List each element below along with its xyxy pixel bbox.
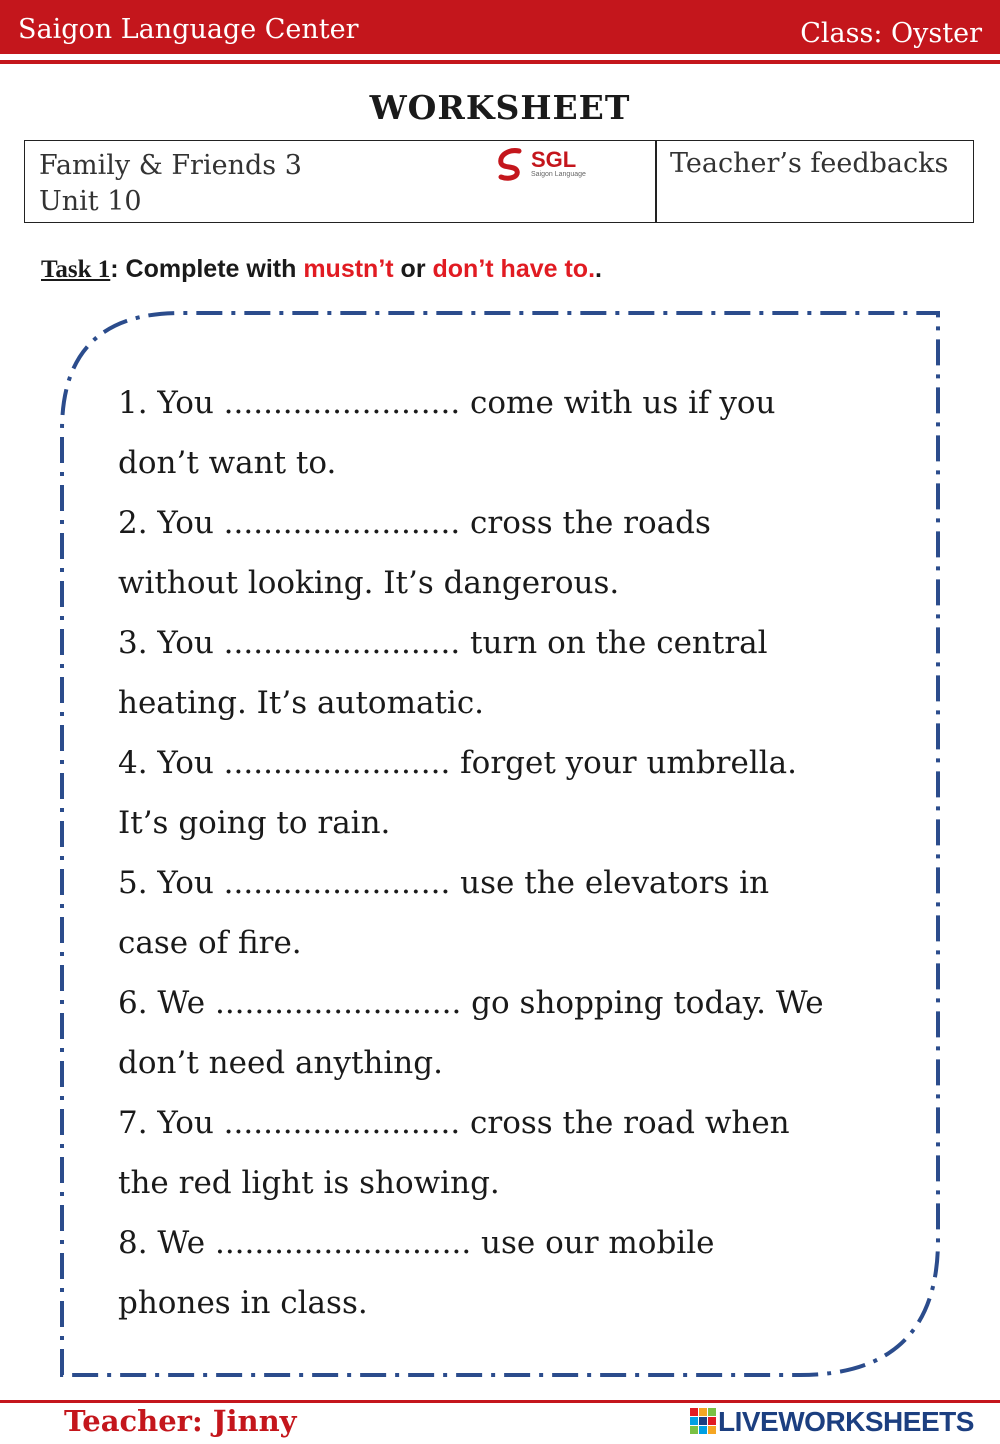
option-dont-have-to: don’t have to bbox=[432, 255, 589, 283]
unit-label: Unit 10 bbox=[39, 186, 142, 217]
task-lead: Complete with bbox=[118, 255, 304, 283]
task-colon: : bbox=[110, 255, 119, 283]
footer-divider bbox=[0, 1400, 1000, 1403]
option-mustnt: mustn’t bbox=[303, 255, 394, 283]
question-7: 7. You ........................ cross the road when the red light is showing. bbox=[118, 1105, 790, 1201]
question-5: 5. You ....................... use the elevators in case of fire. bbox=[118, 865, 770, 961]
question-2: 2. You ........................ cross the roads without looking. It’s dangerous. bbox=[118, 505, 711, 601]
question-6: 6. We ......................... go shopping today. We don’t need anything. bbox=[118, 985, 824, 1081]
question-1: 1. You ........................ come with us if you don’t want to. bbox=[118, 385, 776, 481]
question-8: 8. We .......................... use our mobile phones in class. bbox=[118, 1225, 715, 1321]
school-name: Saigon Language Center bbox=[18, 14, 359, 45]
liveworksheets-grid-icon bbox=[690, 1408, 716, 1434]
task-end: . bbox=[595, 255, 602, 283]
task-end-red: . bbox=[588, 255, 596, 283]
logo-subtext: Saigon Language bbox=[531, 171, 586, 178]
liveworksheets-text: LIVEWORKSHEETS bbox=[718, 1406, 974, 1437]
book-title: Family & Friends 3 bbox=[39, 150, 302, 181]
question-4: 4. You ....................... forget your umbrella. It’s going to rain. bbox=[118, 745, 797, 841]
page-title: WORKSHEET bbox=[369, 88, 631, 127]
logo-text: SGL bbox=[531, 147, 577, 172]
class-label: Class: Oyster bbox=[800, 18, 982, 49]
task-label: Task 1 bbox=[41, 256, 111, 283]
feedback-label: Teacher’s feedbacks bbox=[670, 148, 949, 179]
task-or: or bbox=[393, 255, 433, 283]
teacher-name: Teacher: Jinny bbox=[64, 1404, 297, 1438]
question-3: 3. You ........................ turn on the central heating. It’s automatic. bbox=[118, 625, 768, 721]
question-list bbox=[118, 373, 898, 1333]
